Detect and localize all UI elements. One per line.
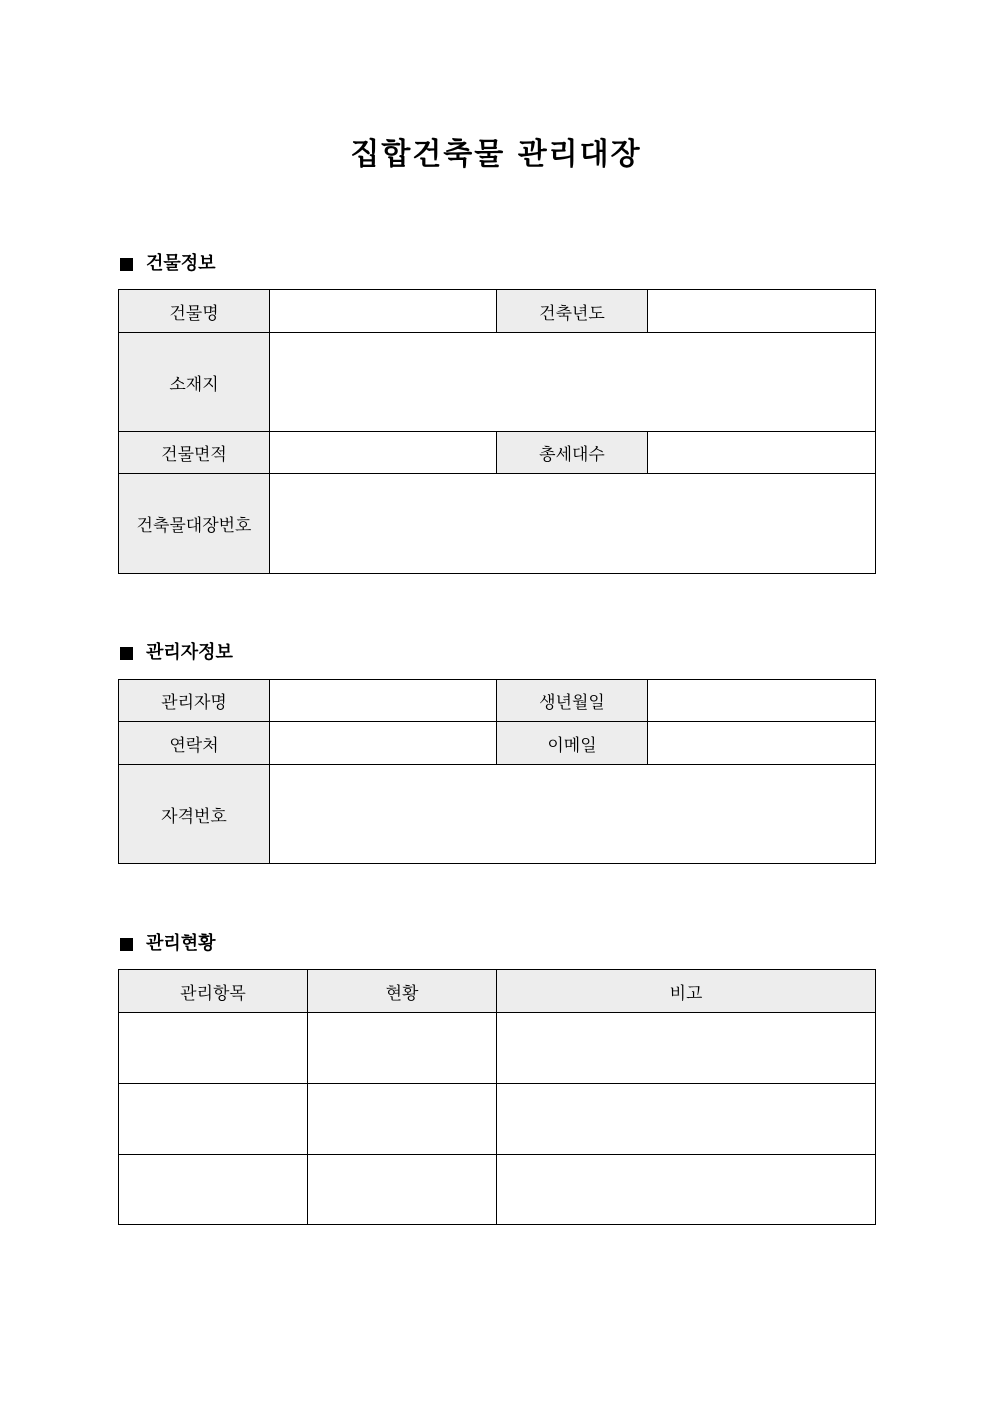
- status-cell[interactable]: [308, 1084, 497, 1155]
- birth-date-field[interactable]: [648, 680, 876, 722]
- page-title: 집합건축물 관리대장: [350, 137, 642, 172]
- section-heading-building-info: [118, 251, 216, 277]
- label-location: 소재지: [119, 333, 270, 432]
- building-info-table: [118, 289, 876, 574]
- manager-name-field[interactable]: [270, 680, 497, 722]
- total-households-field[interactable]: [648, 432, 876, 474]
- item-cell[interactable]: [119, 1084, 308, 1155]
- label-total-households: 총세대수: [497, 432, 648, 474]
- table-row: [119, 1084, 876, 1155]
- section-heading-management-status: [118, 931, 216, 957]
- black-square-icon: [120, 258, 133, 271]
- item-cell[interactable]: [119, 1155, 308, 1225]
- building-name-field[interactable]: [270, 290, 497, 333]
- label-contact: 연락처: [119, 722, 270, 765]
- section-heading-label: 건물정보: [146, 253, 216, 274]
- column-header-status: 현황: [308, 970, 497, 1013]
- construction-year-field[interactable]: [648, 290, 876, 333]
- remarks-cell[interactable]: [497, 1155, 876, 1225]
- label-manager-name: 관리자명: [119, 680, 270, 722]
- status-cell[interactable]: [308, 1155, 497, 1225]
- management-status-table: [118, 969, 876, 1225]
- column-header-remarks: 비고: [497, 970, 876, 1013]
- table-row: [119, 1013, 876, 1084]
- contact-field[interactable]: [270, 722, 497, 765]
- location-field[interactable]: [270, 333, 876, 432]
- section-heading-manager-info: [118, 640, 233, 666]
- register-number-field[interactable]: [270, 474, 876, 574]
- email-field[interactable]: [648, 722, 876, 765]
- section-heading-label: 관리현황: [146, 933, 216, 954]
- label-building-area: 건물면적: [119, 432, 270, 474]
- label-email: 이메일: [497, 722, 648, 765]
- label-birth-date: 생년월일: [497, 680, 648, 722]
- item-cell[interactable]: [119, 1013, 308, 1084]
- label-license-number: 자격번호: [119, 765, 270, 864]
- column-header-item: 관리항목: [119, 970, 308, 1013]
- label-register-number: 건축물대장번호: [119, 474, 270, 574]
- label-construction-year: 건축년도: [497, 290, 648, 333]
- manager-info-table: [118, 679, 876, 864]
- status-cell[interactable]: [308, 1013, 497, 1084]
- black-square-icon: [120, 938, 133, 951]
- building-area-field[interactable]: [270, 432, 497, 474]
- label-building-name: 건물명: [119, 290, 270, 333]
- remarks-cell[interactable]: [497, 1013, 876, 1084]
- black-square-icon: [120, 647, 133, 660]
- license-number-field[interactable]: [270, 765, 876, 864]
- table-row: [119, 1155, 876, 1225]
- section-heading-label: 관리자정보: [146, 642, 233, 663]
- remarks-cell[interactable]: [497, 1084, 876, 1155]
